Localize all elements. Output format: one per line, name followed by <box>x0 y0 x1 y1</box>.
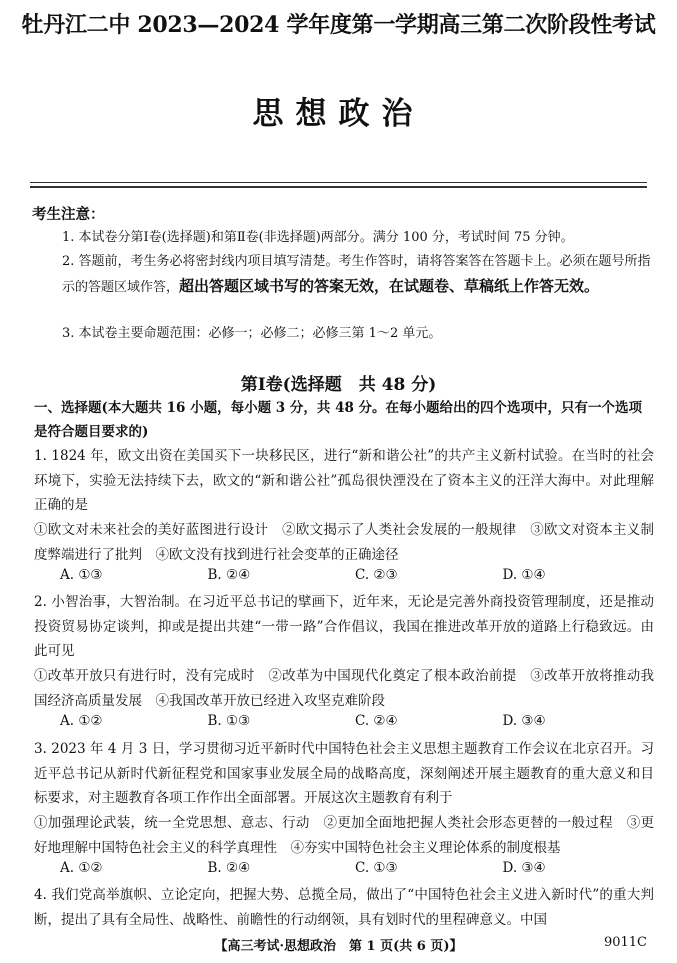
notice-item-2-emphasis: 超出答题区域书写的答案无效，在试题卷、草稿纸上作答无效。 <box>179 277 600 295</box>
question-1-options <box>60 567 650 583</box>
exam-title: 牡丹江二中 2023—2024 学年度第一学期高三第二次阶段性考试 <box>21 12 656 38</box>
notice-item-3: 3. 本试卷主要命题范围：必修一；必修二；必修三第 1～2 单元。 <box>62 326 442 341</box>
divider-thin <box>30 182 647 183</box>
question-1-stem: 1. 1824 年，欧文出资在美国买下一块移民区，进行“新和谐公社”的共产主义新村试验。在当时的社会环境下，实验无法持续下去，欧文的“新和谐公社”孤岛很快湮没在了资本主义的汪洋大海中。对此理解正确的是 <box>34 448 654 514</box>
divider-thick <box>30 186 647 188</box>
question-1-option-d: D. ①④ <box>502 567 546 583</box>
question-3-options <box>60 860 650 876</box>
question-2-option-b: B. ①③ <box>207 713 251 729</box>
notice-heading: 考生注意： <box>32 206 105 223</box>
question-3-option-a: A. ①② <box>60 860 103 876</box>
question-1-statements: ①欧文对未来社会的美好蓝图进行设计 ②欧文揭示了人类社会发展的一般规律 ③欧文对资本主义制度弊端进行了批判 ④欧文没有找到进行社会变革的正确途径 <box>34 522 654 563</box>
notice-item-2 <box>62 250 660 300</box>
question-2-option-c: C. ②④ <box>355 713 398 729</box>
footer-code: 9011C <box>603 935 647 950</box>
question-3-option-c: C. ①③ <box>355 860 398 876</box>
question-3-statements: ①加强理论武装，统一全党思想、意志、行动 ②更加全面地把握人类社会形态更替的一般过程 ③更好地理解中国特色社会主义的科学真理性 ④夯实中国特色社会主义理论体系的制度根基 <box>34 815 654 856</box>
question-1-option-a: A. ①③ <box>60 567 103 583</box>
question-1-option-b: B. ②④ <box>207 567 251 583</box>
question-2-option-d: D. ③④ <box>502 713 546 729</box>
notice-item-1: 1. 本试卷分第Ⅰ卷(选择题)和第Ⅱ卷(非选择题)两部分。满分 100 分，考试时间 75 分钟。 <box>62 230 574 245</box>
footer-page-info: 【高三考试·思想政治 第 1 页(共 6 页)】 <box>214 939 463 954</box>
part-heading: 一、选择题(本大题共 16 小题，每小题 3 分，共 48 分。在每小题给出的四个选项中，只有一个选项是符合题目要求的) <box>34 400 643 440</box>
notice-item-2-text: 2. 答题前，考生务必将密封线内项目填写清楚。考生作答时，请将答案答在答题卡上。必须在题号所指示的答题区域作答， <box>62 254 651 295</box>
question-3-option-d: D. ③④ <box>502 860 546 876</box>
question-2-statements: ①改革开放只有进行时，没有完成时 ②改革为中国现代化奠定了根本政治前提 ③改革开放将推动我国经济高质量发展 ④我国改革开放已经进入攻坚克难阶段 <box>34 668 654 709</box>
question-1-option-c: C. ②③ <box>355 567 398 583</box>
section-title: 第Ⅰ卷(选择题 共 48 分) <box>240 375 437 395</box>
question-3-option-b: B. ②④ <box>207 860 251 876</box>
question-2-options <box>60 713 650 729</box>
subject-title: 思想政治 <box>252 96 425 132</box>
question-2-stem: 2. 小智治事，大智治制。在习近平总书记的擘画下，近年来，无论是完善外商投资管理制度，还是推动投资贸易协定谈判，抑或是提出共建“一带一路”合作倡议，我国在推进改革开放的道路上行稳致远。由此可见 <box>34 594 654 660</box>
question-3-stem: 3. 2023 年 4 月 3 日，学习贯彻习近平新时代中国特色社会主义思想主题教育工作会议在北京召开。习近平总书记从新时代新征程党和国家事业发展全局的战略高度，深刻阐述开展主题教育的重大意义和目标要求，对主题教育各项工作作出全面部署。开展这次主题教育有利于 <box>34 741 654 807</box>
question-2-option-a: A. ①② <box>60 713 103 729</box>
question-4-stem: 4. 我们党高举旗帜、立论定向，把握大势、总揽全局，做出了“中国特色社会主义进入新时代”的重大判断，提出了具有全局性、战略性、前瞻性的行动纲领，具有划时代的里程碑意义。中国 <box>34 887 654 928</box>
